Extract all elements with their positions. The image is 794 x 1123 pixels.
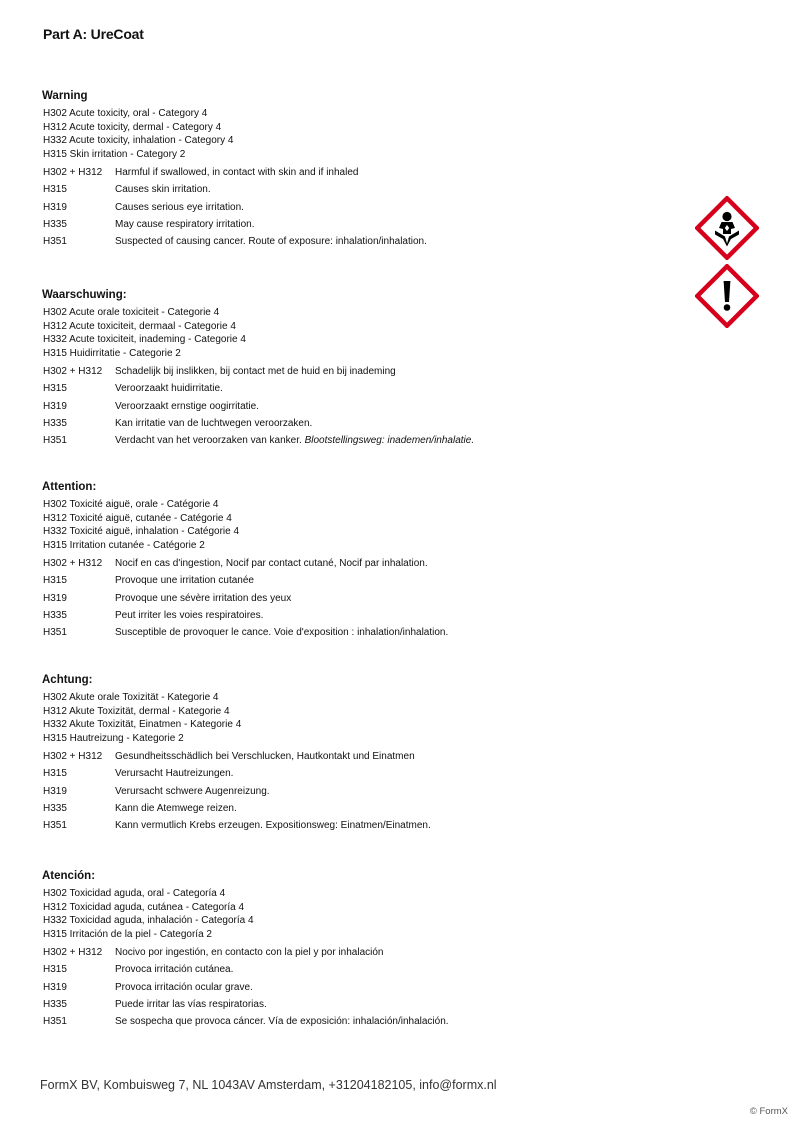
section-french — [42, 480, 682, 641]
statement-code: H351 — [43, 820, 67, 832]
hazard-class: H315 Skin irritation - Category 2 — [43, 148, 186, 160]
hazard-class-list — [42, 107, 682, 161]
statement-text: Provoque une sévère irritation des yeux — [115, 592, 292, 604]
hazard-statement — [43, 748, 682, 765]
hazard-statement — [43, 199, 682, 216]
statement-code: H351 — [43, 236, 67, 248]
section-heading: Attention: — [42, 481, 97, 493]
exclamation-mark-icon — [695, 264, 759, 328]
section-heading: Warning — [42, 90, 88, 102]
section-heading: Achtung: — [42, 674, 93, 686]
hazard-class: H312 Toxicidad aguda, cutánea - Categoría 4 — [43, 901, 245, 913]
statement-text: Se sospecha que provoca cáncer. Vía de exposición: inhalación/inhalación. — [115, 1016, 449, 1028]
hazard-statement — [43, 216, 682, 233]
hazard-class: H312 Toxicité aiguë, cutanée - Catégorie 4 — [43, 512, 232, 524]
hazard-statement — [43, 432, 682, 449]
copyright-notice: © FormX — [749, 1106, 788, 1117]
hazard-statement — [43, 800, 682, 817]
statement-text: Suspected of causing cancer. Route of exposure: inhalation/inhalation. — [115, 236, 427, 248]
statement-text: Verdacht van het veroorzaken van kanker. Blootstellingsweg: inademen/inhalatie. — [115, 435, 475, 447]
hazard-class-list — [42, 887, 682, 941]
statement-code: H315 — [43, 184, 67, 196]
hazard-class: H315 Irritación de la piel - Categoría 2 — [43, 928, 212, 940]
statement-code: H302 + H312 — [43, 947, 103, 958]
statement-code: H302 + H312 — [43, 167, 103, 178]
statement-code: H335 — [43, 417, 67, 429]
hazard-class: H302 Acute orale toxiciteit - Categorie 4 — [43, 307, 220, 318]
statement-code: H319 — [43, 981, 67, 993]
page-title: Part A: UreCoat — [43, 26, 144, 42]
statement-code: H351 — [43, 1016, 67, 1028]
hazard-statement — [43, 590, 682, 607]
statement-text: Causes skin irritation. — [115, 184, 211, 196]
hazard-class: H302 Acute toxicity, oral - Category 4 — [43, 108, 208, 119]
statement-code: H335 — [43, 998, 67, 1010]
health-hazard-icon — [695, 196, 759, 260]
statement-code: H302 + H312 — [43, 366, 103, 377]
section-english — [42, 89, 682, 250]
hazard-statement — [43, 363, 682, 380]
hazard-statement — [43, 380, 682, 397]
statement-text: Provoque une irritation cutanée — [115, 575, 254, 587]
statement-code: H302 + H312 — [43, 558, 103, 569]
hazard-statement-list — [42, 555, 682, 641]
hazard-statement-list — [42, 164, 682, 250]
hazard-statement — [43, 817, 682, 834]
hazard-statement — [43, 765, 682, 782]
hazard-class: H315 Huidirritatie - Categorie 2 — [43, 347, 181, 359]
statement-text: Puede irritar las vías respiratorias. — [115, 998, 267, 1010]
statement-text: May cause respiratory irritation. — [115, 218, 255, 230]
hazard-statement — [43, 996, 682, 1013]
statement-text: Veroorzaakt ernstige oogirritatie. — [115, 400, 259, 412]
hazard-class: H312 Acute toxicity, dermal - Category 4 — [43, 121, 222, 133]
hazard-class-list — [42, 498, 682, 552]
hazard-statement — [43, 961, 682, 978]
statement-text: Susceptible de provoquer le cance. Voie d'exposition : inhalation/inhalation. — [115, 627, 449, 639]
statement-text: Nocif en cas d'ingestion, Nocif par contact cutané, Nocif par inhalation. — [115, 558, 428, 569]
section-dutch — [42, 288, 682, 449]
statement-code: H315 — [43, 575, 67, 587]
hazard-statement — [43, 979, 682, 996]
hazard-statement — [43, 555, 682, 572]
hazard-class: H315 Hautreizung - Kategorie 2 — [43, 732, 184, 744]
statement-text: Kan irritatie van de luchtwegen veroorzaken. — [115, 417, 313, 429]
statement-text: Provoca irritación ocular grave. — [115, 981, 253, 993]
company-footer: FormX BV, Kombuisweg 7, NL 1043AV Amsterdam, +31204182105, info@formx.nl — [40, 1078, 497, 1092]
statement-text: Verursacht schwere Augenreizung. — [115, 785, 270, 797]
hazard-class: H332 Toxicité aiguë, inhalation - Catégorie 4 — [43, 526, 240, 537]
section-heading: Waarschuwing: — [42, 289, 127, 301]
statement-text: Peut irriter les voies respiratoires. — [115, 609, 264, 621]
section-heading: Atención: — [42, 870, 96, 882]
hazard-statement — [43, 944, 682, 961]
hazard-class: H312 Akute Toxizität, dermal - Kategorie 4 — [43, 705, 230, 717]
statement-code: H319 — [43, 785, 67, 797]
statement-code: H319 — [43, 592, 67, 604]
statement-text: Schadelijk bij inslikken, bij contact met de huid en bij inademing — [115, 366, 396, 377]
hazard-statement — [43, 624, 682, 641]
hazard-class: H332 Acute toxicity, inhalation - Category 4 — [43, 135, 234, 146]
statement-code: H335 — [43, 218, 67, 230]
hazard-class-list — [42, 691, 682, 745]
hazard-statement — [43, 1013, 682, 1030]
hazard-statement-list — [42, 363, 682, 449]
statement-code: H335 — [43, 802, 67, 814]
statement-text: Kann die Atemwege reizen. — [115, 802, 237, 814]
statement-code: H319 — [43, 400, 67, 412]
statement-text: Provoca irritación cutánea. — [115, 964, 234, 976]
hazard-statement — [43, 572, 682, 589]
statement-text: Verursacht Hautreizungen. — [115, 768, 234, 780]
statement-code: H302 + H312 — [43, 751, 103, 762]
statement-text: Veroorzaakt huidirritatie. — [115, 383, 223, 395]
hazard-statement — [43, 181, 682, 198]
statement-code: H315 — [43, 768, 67, 780]
hazard-class: H302 Toxicidad aguda, oral - Categoría 4 — [43, 888, 226, 899]
statement-code: H315 — [43, 383, 67, 395]
statement-text: Harmful if swallowed, in contact with skin and if inhaled — [115, 167, 359, 178]
hazard-statement — [43, 783, 682, 800]
statement-text: Nocivo por ingestión, en contacto con la piel y por inhalación — [115, 947, 384, 958]
hazard-statement-list — [42, 944, 682, 1030]
hazard-statement — [43, 233, 682, 250]
statement-code: H315 — [43, 964, 67, 976]
hazard-statement — [43, 415, 682, 432]
hazard-class-list — [42, 306, 682, 360]
statement-code: H335 — [43, 609, 67, 621]
hazard-class: H332 Akute Toxizität, Einatmen - Kategorie 4 — [43, 719, 242, 730]
hazard-class: H332 Toxicidad aguda, inhalación - Categoría 4 — [43, 915, 254, 926]
statement-code: H319 — [43, 201, 67, 213]
section-german — [42, 673, 682, 834]
ghs-pictograms — [695, 196, 759, 332]
statement-code: H351 — [43, 627, 67, 639]
statement-code: H351 — [43, 435, 67, 447]
hazard-statement — [43, 164, 682, 181]
hazard-class: H332 Acute toxiciteit, inademing - Categorie 4 — [43, 334, 246, 345]
hazard-class: H302 Toxicité aiguë, orale - Catégorie 4 — [43, 499, 219, 510]
hazard-class: H315 Irritation cutanée - Catégorie 2 — [43, 539, 205, 551]
hazard-statement — [43, 398, 682, 415]
statement-text: Causes serious eye irritation. — [115, 201, 244, 213]
hazard-class: H302 Akute orale Toxizität - Kategorie 4 — [43, 692, 219, 703]
hazard-statement — [43, 607, 682, 624]
section-spanish — [42, 869, 682, 1030]
hazard-statement-list — [42, 748, 682, 834]
hazard-class: H312 Acute toxiciteit, dermaal - Categorie 4 — [43, 320, 236, 332]
statement-text: Gesundheitsschädlich bei Verschlucken, Hautkontakt und Einatmen — [115, 751, 415, 762]
statement-text: Kann vermutlich Krebs erzeugen. Expositionsweg: Einatmen/Einatmen. — [115, 820, 431, 832]
